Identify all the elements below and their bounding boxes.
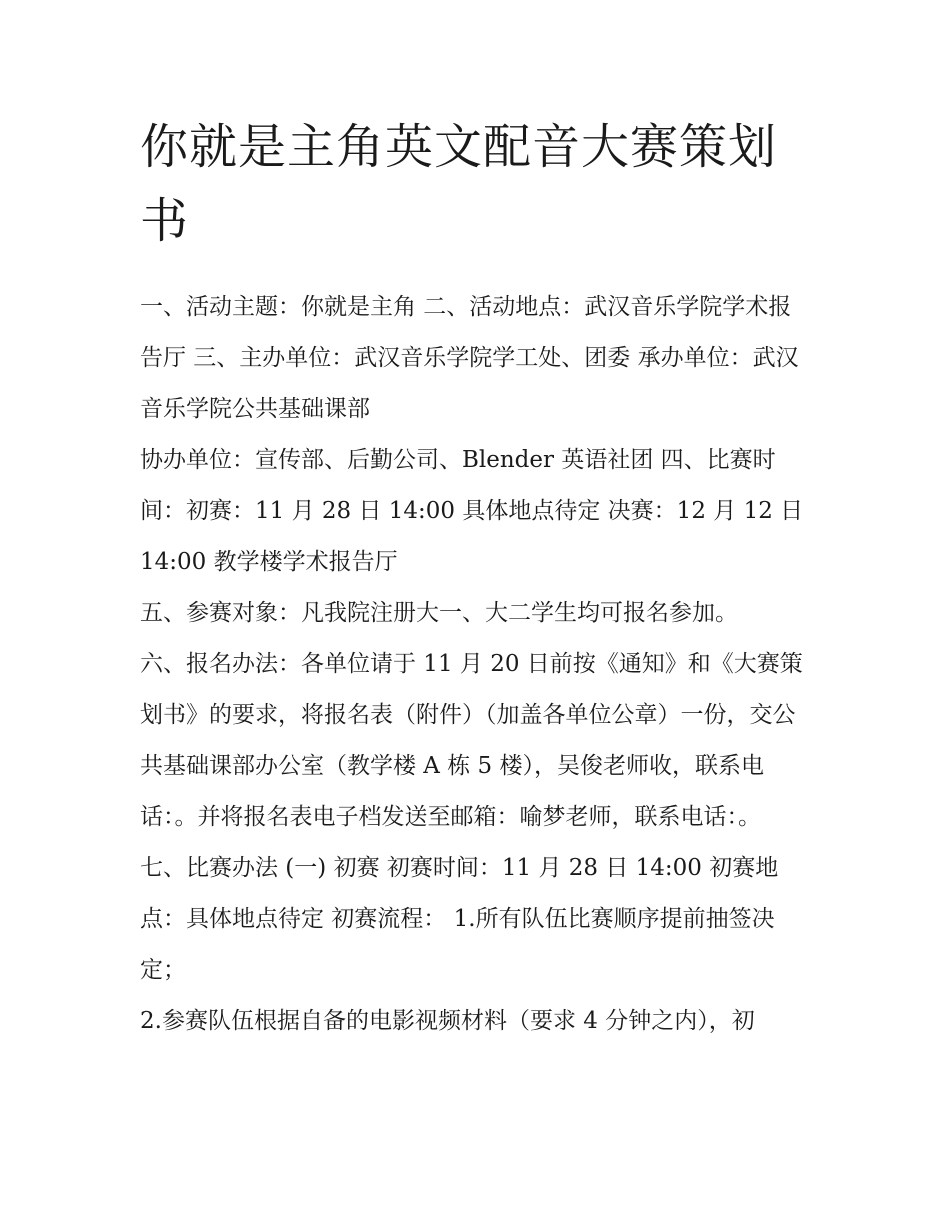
paragraph-activity-info: 一、活动主题：你就是主角 二、活动地点：武汉音乐学院学术报告厅 三、主办单位：武汉音乐学院学工处、团委 承办单位：武汉音乐学院公共基础课部: [140, 294, 799, 422]
document-title: 你就是主角英文配音大赛策划书: [140, 119, 778, 249]
paragraph-co-organizers-time: 协办单位：宣传部、后勤公司、Blender 英语社团 四、比赛时间：初赛：11 月 28 日 14:00 具体地点待定 决赛：12 月 12 日 14:00 教学楼学术报告厅: [140, 447, 804, 575]
paragraph-participants: 五、参赛对象：凡我院注册大一、大二学生均可报名参加。: [140, 600, 738, 626]
document-page: [140, 110, 810, 1047]
paragraph-registration: 六、报名办法：各单位请于 11 月 20 日前按《通知》和《大赛策划书》的要求，将报名表（附件）（加盖各单位公章）一份，交公共基础课部办公室（教学楼 A 栋 5 楼），吴俊老师收，联系电话：。并将报名表电子档发送至邮箱：喻梦老师，联系电话：。: [140, 651, 803, 830]
paragraph-competition-rules: 七、比赛办法 (一) 初赛 初赛时间：11 月 28 日 14:00 初赛地点：具体地点待定 初赛流程： 1.所有队伍比赛顺序提前抽签决定；: [140, 855, 779, 983]
paragraph-rule-2: 2.参赛队伍根据自备的电影视频材料（要求 4 分钟之内），初: [140, 1008, 755, 1034]
